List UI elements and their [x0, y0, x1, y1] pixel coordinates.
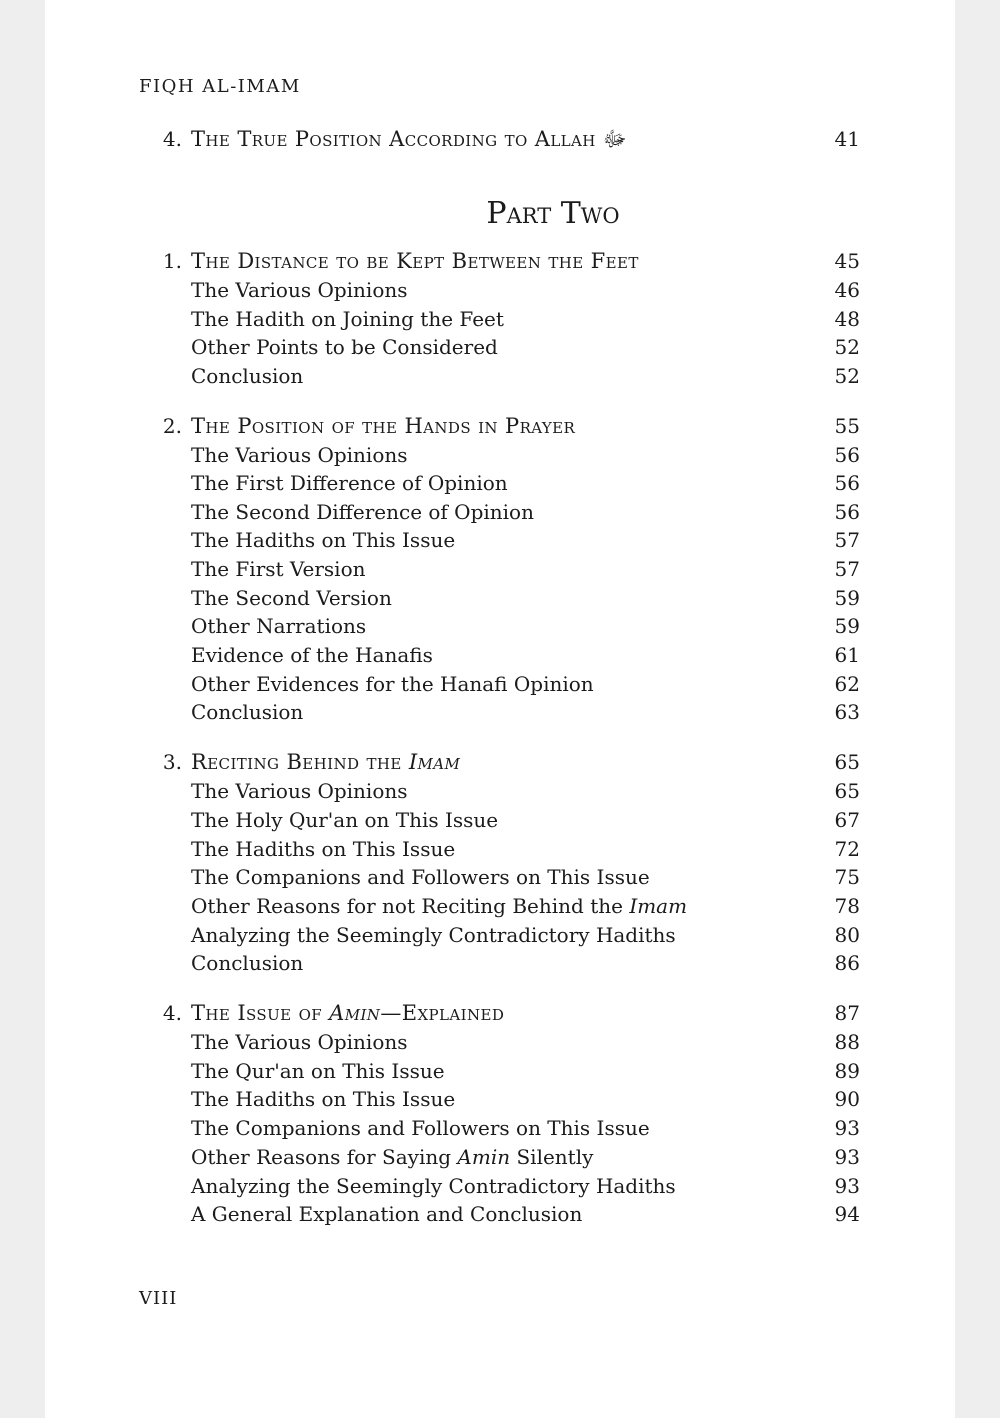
- page-number: 59: [834, 586, 860, 610]
- page-number: 59: [834, 614, 860, 638]
- page-number: 61: [834, 643, 860, 667]
- toc-entry[interactable]: [0, 1172, 1000, 1200]
- entry-title: The Hadiths on This Issue: [191, 528, 456, 552]
- toc-entry[interactable]: [0, 362, 1000, 390]
- toc-entry[interactable]: [0, 441, 1000, 469]
- page-number: 48: [834, 307, 860, 331]
- page-number: 41: [834, 127, 860, 151]
- toc-entry[interactable]: [0, 1200, 1000, 1228]
- chapter-number: 3.: [162, 750, 182, 774]
- entry-title: Other Points to be Considered: [191, 335, 498, 359]
- toc-chapter-line[interactable]: [0, 125, 1000, 153]
- toc-chapter-line[interactable]: [0, 412, 1000, 440]
- chapter-title: [191, 999, 504, 1027]
- page-number: 78: [834, 894, 860, 918]
- chapter-title: [191, 748, 460, 776]
- page-number: 56: [834, 471, 860, 495]
- entry-title: Other Narrations: [191, 614, 367, 638]
- page-number: 65: [834, 779, 860, 803]
- entry-title: Analyzing the Seemingly Contradictory Hadiths: [191, 1174, 676, 1198]
- entry-title: The Various Opinions: [191, 1030, 408, 1054]
- toc-entry[interactable]: [0, 1143, 1000, 1171]
- chapter-title: The Position of the Hands in Prayer: [191, 414, 576, 438]
- chapter-number: 4.: [162, 127, 182, 151]
- entry-title: The Hadiths on This Issue: [191, 837, 456, 861]
- entry-title: The Various Opinions: [191, 278, 408, 302]
- toc-chapter-line[interactable]: [0, 748, 1000, 776]
- page-number: 67: [834, 808, 860, 832]
- page-number: 52: [834, 364, 860, 388]
- chapter-number: 2.: [162, 414, 182, 438]
- page-number: 65: [834, 750, 860, 774]
- page-number: 57: [834, 528, 860, 552]
- toc-entry[interactable]: [0, 698, 1000, 726]
- page-number: 52: [834, 335, 860, 359]
- entry-title: The Second Difference of Opinion: [191, 500, 534, 524]
- toc-entry[interactable]: [0, 498, 1000, 526]
- toc-entry[interactable]: [0, 892, 1000, 920]
- entry-title: The First Version: [191, 557, 366, 581]
- entry-title: Conclusion: [191, 364, 304, 388]
- running-head: FIQH AL-IMAM: [139, 76, 301, 97]
- page-number: 56: [834, 443, 860, 467]
- toc-entry[interactable]: [0, 333, 1000, 361]
- page-number: 75: [834, 865, 860, 889]
- entry-title: Conclusion: [191, 700, 304, 724]
- entry-title: The First Difference of Opinion: [191, 471, 508, 495]
- entry-title: The Holy Qur'an on This Issue: [191, 808, 499, 832]
- entry-title-text: Other Reasons for not Reciting Behind the: [191, 894, 630, 918]
- entry-title: [191, 892, 687, 920]
- page-number: 93: [834, 1116, 860, 1140]
- entry-title: Other Evidences for the Hanafi Opinion: [191, 672, 594, 696]
- toc-entry[interactable]: [0, 612, 1000, 640]
- chapter-title-italic: Amin: [329, 1001, 381, 1025]
- entry-title-italic: Amin: [457, 1145, 511, 1169]
- page-number: 55: [834, 414, 860, 438]
- toc-entry[interactable]: [0, 921, 1000, 949]
- page-number: 62: [834, 672, 860, 696]
- page-number: 88: [834, 1030, 860, 1054]
- entry-title-italic: Imam: [629, 894, 688, 918]
- entry-title-text: Silently: [510, 1145, 594, 1169]
- page-number: 93: [834, 1174, 860, 1198]
- chapter-number: 4.: [162, 1001, 182, 1025]
- entry-title: The Hadiths on This Issue: [191, 1087, 456, 1111]
- entry-title: The Qur'an on This Issue: [191, 1059, 445, 1083]
- chapter-title: The True Position According to Allah ﷻ: [191, 127, 627, 151]
- toc-entry[interactable]: [0, 469, 1000, 497]
- toc-chapter-line[interactable]: [0, 247, 1000, 275]
- toc-entry[interactable]: [0, 641, 1000, 669]
- chapter-title-italic: Imam: [408, 750, 461, 774]
- page-number: 72: [834, 837, 860, 861]
- entry-title: The Companions and Followers on This Issue: [191, 1116, 650, 1140]
- toc-entry[interactable]: [0, 1028, 1000, 1056]
- page-number: 93: [834, 1145, 860, 1169]
- toc-entry[interactable]: [0, 1085, 1000, 1113]
- toc-entry[interactable]: [0, 1114, 1000, 1142]
- toc-entry[interactable]: [0, 835, 1000, 863]
- toc-entry[interactable]: [0, 777, 1000, 805]
- chapter-title-text: The Issue of: [191, 1001, 330, 1025]
- toc-entry[interactable]: [0, 949, 1000, 977]
- part-heading: Part Two: [486, 196, 620, 231]
- page-number: 63: [834, 700, 860, 724]
- chapter-title-text: Reciting Behind the: [191, 750, 409, 774]
- entry-title: The Second Version: [191, 586, 392, 610]
- toc-chapter-line[interactable]: [0, 999, 1000, 1027]
- entry-title: The Various Opinions: [191, 779, 408, 803]
- entry-title: The Various Opinions: [191, 443, 408, 467]
- chapter-title-text: —Explained: [380, 1001, 505, 1025]
- toc-entry[interactable]: [0, 863, 1000, 891]
- toc-entry[interactable]: [0, 584, 1000, 612]
- folio-page-number: VIII: [139, 1288, 178, 1309]
- entry-title: Conclusion: [191, 951, 304, 975]
- toc-entry[interactable]: [0, 1057, 1000, 1085]
- entry-title: Analyzing the Seemingly Contradictory Hadiths: [191, 923, 676, 947]
- toc-entry[interactable]: [0, 555, 1000, 583]
- entry-title-text: Other Reasons for Saying: [191, 1145, 458, 1169]
- toc-entry[interactable]: [0, 305, 1000, 333]
- page-number: 89: [834, 1059, 860, 1083]
- page-number: 56: [834, 500, 860, 524]
- chapter-title: The Distance to be Kept Between the Feet: [191, 249, 639, 273]
- entry-title: The Companions and Followers on This Issue: [191, 865, 650, 889]
- toc-entry[interactable]: [0, 526, 1000, 554]
- page-number: 80: [834, 923, 860, 947]
- toc-entry[interactable]: [0, 276, 1000, 304]
- page-number: 46: [834, 278, 860, 302]
- page-number: 87: [834, 1001, 860, 1025]
- entry-title: A General Explanation and Conclusion: [191, 1202, 583, 1226]
- page-number: 45: [834, 249, 860, 273]
- page-number: 86: [834, 951, 860, 975]
- toc-entry[interactable]: [0, 806, 1000, 834]
- entry-title: [191, 1143, 593, 1171]
- entry-title: The Hadith on Joining the Feet: [191, 307, 504, 331]
- chapter-number: 1.: [162, 249, 182, 273]
- page-number: 94: [834, 1202, 860, 1226]
- toc-entry[interactable]: [0, 670, 1000, 698]
- entry-title: Evidence of the Hanafis: [191, 643, 433, 667]
- page-number: 57: [834, 557, 860, 581]
- page-number: 90: [834, 1087, 860, 1111]
